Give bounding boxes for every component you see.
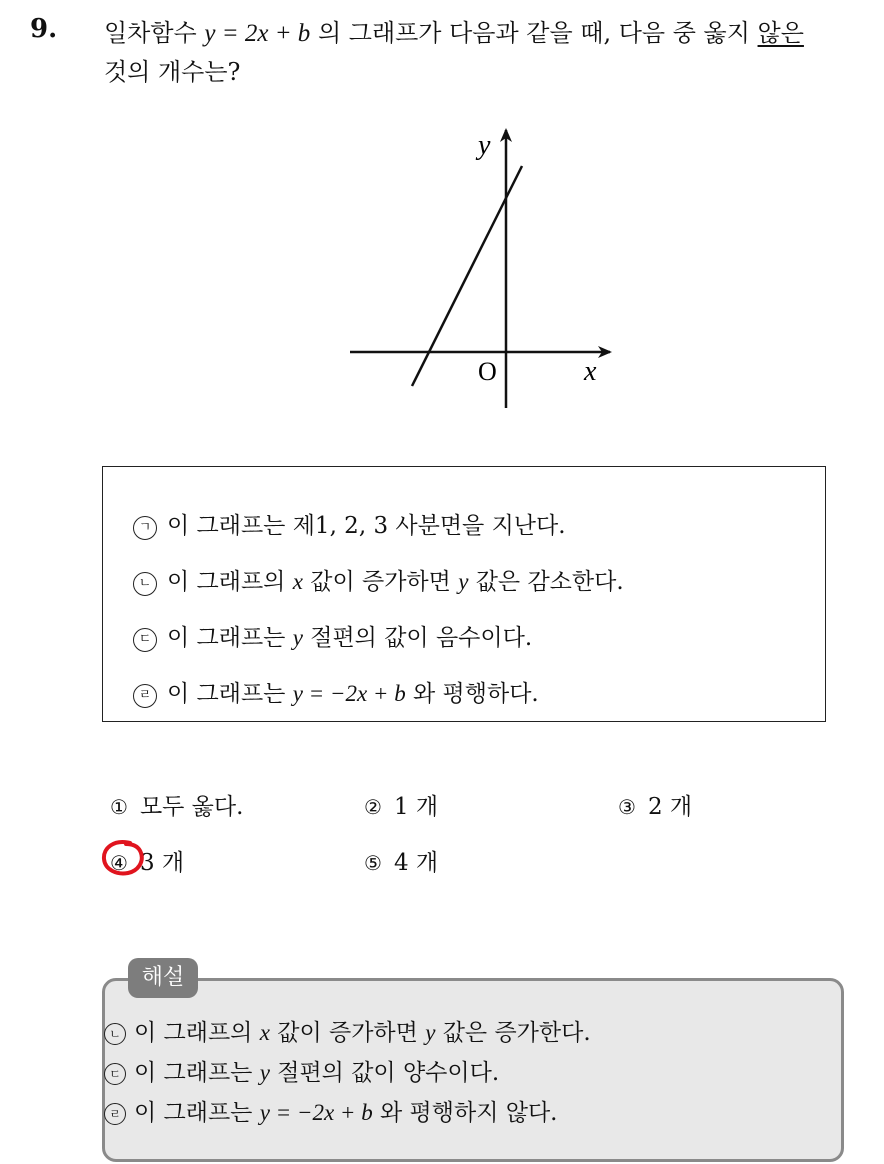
question-function: y = 2x + b — [204, 20, 311, 47]
statement-2: ㄴ 이 그래프의 x 값이 증가하면 y 값은 감소한다. — [133, 563, 624, 596]
statement-4: ㄹ 이 그래프는 y = −2x + b 와 평행하다. — [133, 675, 539, 708]
function-graph — [340, 118, 630, 418]
solution-marker: ㄷ — [104, 1063, 126, 1085]
solution-line-1: ㄴ 이 그래프의 x 값이 증가하면 y 값은 증가한다. — [104, 1014, 591, 1047]
choice-5[interactable] — [364, 844, 438, 877]
choice-text: 1 개 — [393, 794, 439, 820]
statements-box — [102, 466, 826, 722]
choice-number: ① — [110, 795, 128, 819]
x-axis-label: x — [584, 356, 597, 387]
solution-marker: ㄴ — [104, 1023, 126, 1045]
solution-line-2: ㄷ 이 그래프는 y 절편의 값이 양수이다. — [104, 1054, 499, 1087]
question-number: 9. — [30, 14, 58, 44]
choice-text: 3 개 — [139, 850, 185, 876]
statement-marker: ㄱ — [133, 516, 157, 540]
statement-1: ㄱ 이 그래프는 제1, 2, 3 사분면을 지난다. — [133, 507, 566, 540]
choice-text: 2 개 — [647, 794, 693, 820]
question-line1-post: 의 그래프가 다음과 같을 때, 다음 중 옳지 — [310, 19, 758, 47]
question-line1-pre: 일차함수 — [104, 19, 205, 47]
statement-marker: ㄹ — [133, 684, 157, 708]
choice-3[interactable] — [618, 788, 692, 821]
choice-number: ④ — [110, 851, 128, 875]
solution-marker: ㄹ — [104, 1103, 126, 1125]
solution-line-3: ㄹ 이 그래프는 y = −2x + b 와 평행하지 않다. — [104, 1094, 557, 1127]
question-line2: 것의 개수는? — [104, 58, 241, 86]
statement-marker: ㄷ — [133, 628, 157, 652]
choice-number: ⑤ — [364, 851, 382, 875]
choice-text: 4 개 — [393, 850, 439, 876]
choice-number: ② — [364, 795, 382, 819]
y-axis-label: y — [478, 130, 491, 161]
question-text — [104, 14, 864, 91]
solution-tag: 해설 — [128, 958, 198, 998]
choice-1[interactable] — [110, 788, 243, 821]
question-underlined-word: 않은 — [757, 19, 804, 47]
choice-2[interactable] — [364, 788, 438, 821]
choice-text: 모두 옳다. — [139, 794, 244, 820]
choice-number: ③ — [618, 795, 636, 819]
statement-3: ㄷ 이 그래프는 y 절편의 값이 음수이다. — [133, 619, 532, 652]
answer-circle-mark — [100, 838, 146, 878]
statement-marker: ㄴ — [133, 572, 157, 596]
origin-label: O — [478, 357, 497, 386]
